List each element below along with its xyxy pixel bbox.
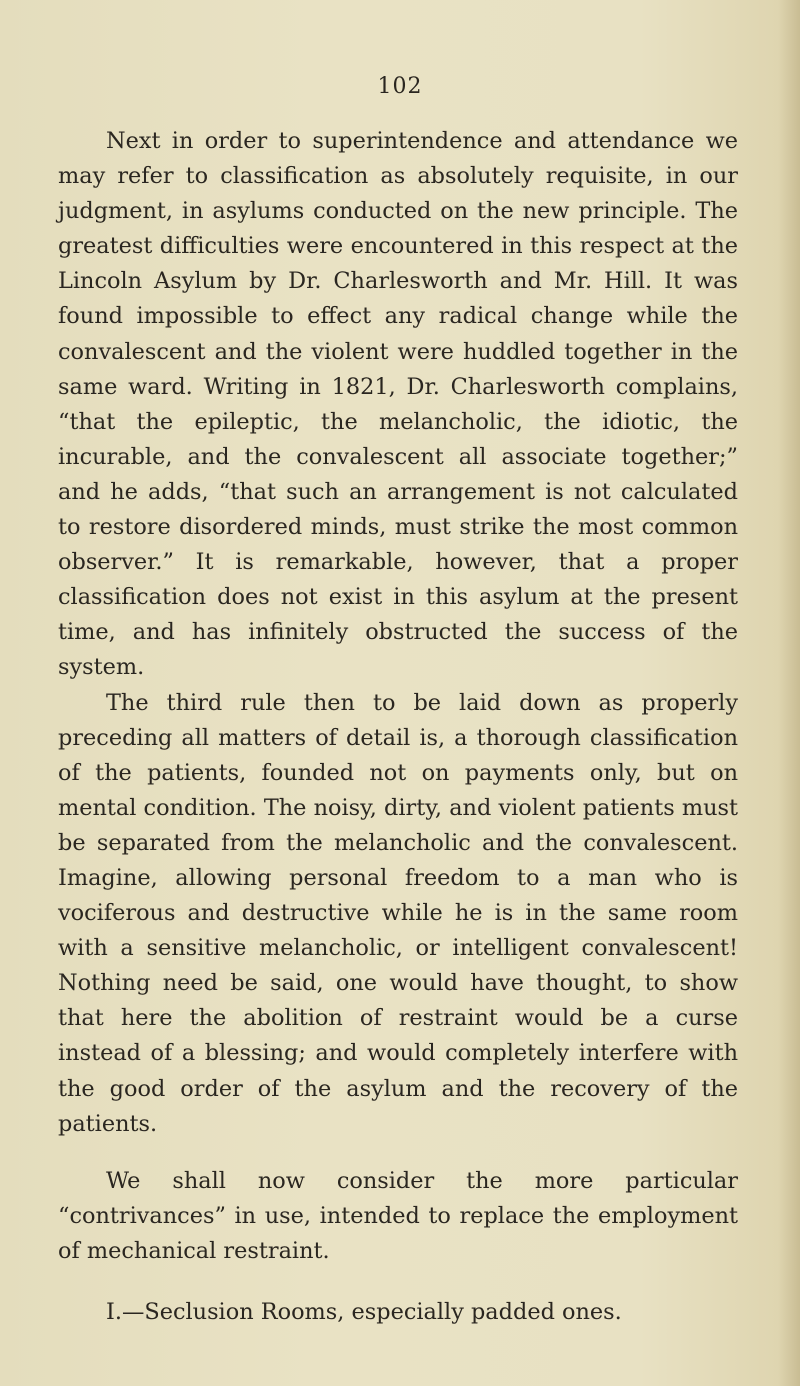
paragraph-classification: Next in order to superintendence and attendance we may refer to classification as absolutely requisite, in our judgment, in asylums conducted on the new principle. The greatest difficulties were encountered in this respect at the Lincoln Asylum by Dr. Charlesworth and Mr. Hill. It was found impossible to effect any radical change while the convalescent and the violent were huddled together in the same ward. Writing in 1821, Dr. Charlesworth complains, “that the epileptic, the melancholic, the idiotic, the incurable, and the convalescent all associate together;” and he adds, “that such an arrangement is not calculated to restore disordered minds, must strike the most common observer.” It is remarkable, however, that a proper classification does not exist in this asylum at the present time, and has infinitely obstructed the success of the system.	[58, 128, 738, 681]
page-edge-shadow	[778, 0, 800, 1386]
body-text	[58, 124, 738, 1330]
list-item-seclusion-rooms: I.—Seclusion Rooms, especially padded ones.	[106, 1299, 622, 1325]
page-number: 102	[377, 74, 423, 99]
paragraph-third-rule: The third rule then to be laid down as properly preceding all matters of detail is, a thorough classification of the patients, founded not on payments only, but on mental condition. The noisy, dirty, and violent patients must be separated from the melancholic and the convalescent. Imagine, allowing personal freedom to a man who is vociferous and destructive while he is in the same room with a sensitive melancholic, or intelligent convalescent! Nothing need be said, one would have thought, to show that here the abolition of restraint would be a curse instead of a blessing; and would completely interfere with the good order of the asylum and the recovery of the patients.	[58, 689, 738, 1137]
paragraph-contrivances: We shall now consider the more particular “contrivances” in use, intended to replace the employment of mechanical restraint.	[58, 1167, 738, 1264]
